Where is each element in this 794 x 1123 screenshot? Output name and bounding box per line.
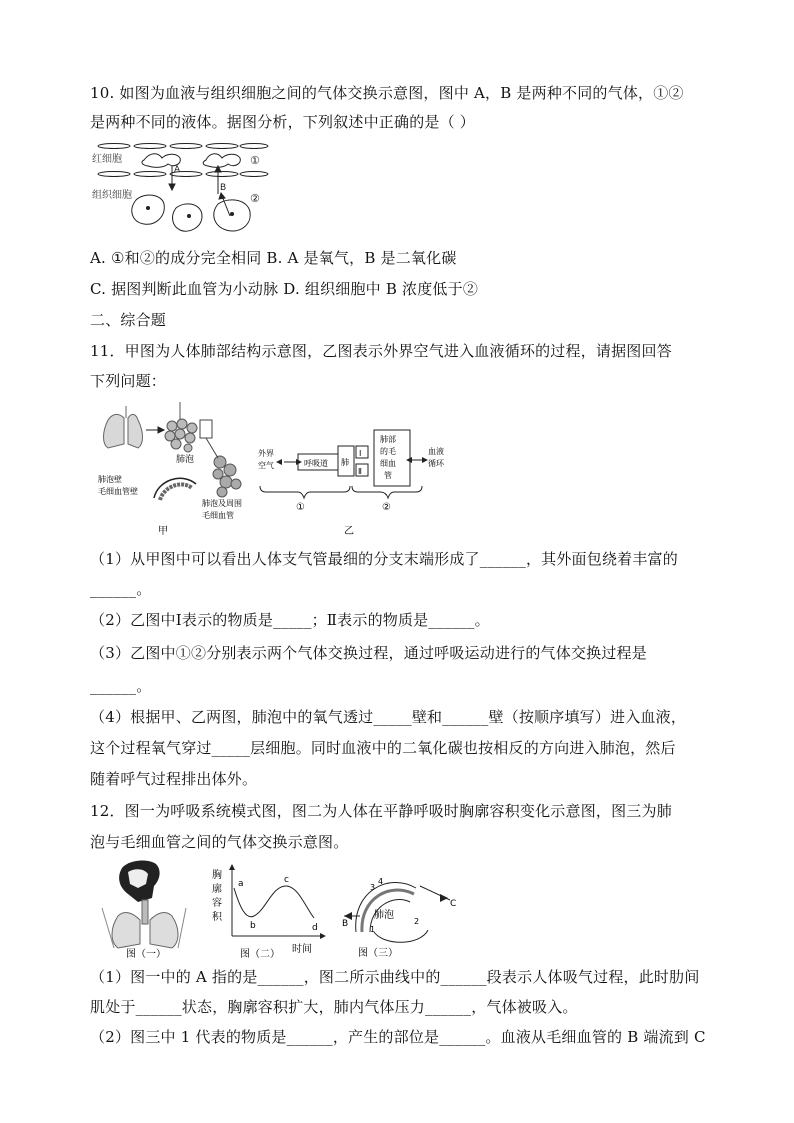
q12-stem-line2: 泡与毛细血管之间的气体交换示意图。 xyxy=(90,833,349,851)
q11-sub3-line2: ______。 xyxy=(90,677,152,695)
caption-fig2: 图（二） xyxy=(240,949,280,958)
label-n4: 4 xyxy=(378,877,384,886)
label-capillary-wall: 毛细血管壁 xyxy=(98,487,138,496)
label-alveolus: 肺泡 xyxy=(176,455,195,465)
label-step-2: ② xyxy=(382,502,391,513)
label-a: A xyxy=(174,165,181,175)
label-C-end: C xyxy=(450,899,457,909)
q11-figure-jia xyxy=(98,400,248,540)
q11-stem-line2: 下列问题： xyxy=(90,372,167,390)
point-a: a xyxy=(238,879,244,889)
q12-figure-1 xyxy=(98,858,198,958)
label-capillary-1: 肺部 xyxy=(380,435,396,444)
label-outside-air-2: 空气 xyxy=(258,461,274,470)
caption-yi: 乙 xyxy=(344,526,354,537)
q10-figure xyxy=(92,138,272,238)
q10-options-line1: A. ①和②的成分完全相同 B. A 是氧气，B 是二氧化碳 xyxy=(90,249,457,267)
label-capillary-2: 的毛 xyxy=(380,447,396,456)
q12-sub2-line1: （2）图三中 1 代表的物质是______，产生的部位是______。血液从毛细血管的 B 端流到 C xyxy=(90,1028,706,1046)
q10-stem-line2: 是两种不同的液体。据图分析，下列叙述中正确的是（ ） xyxy=(90,113,475,131)
caption-fig3: 图（三） xyxy=(358,948,398,958)
q10-stem-line1: 10. 如图为血液与组织细胞之间的气体交换示意图，图中 A，B 是两种不同的气体，①② xyxy=(90,84,684,102)
caption-fig1: 图（一） xyxy=(126,949,166,958)
label-roman-1: Ⅰ xyxy=(359,449,362,458)
q11-figure-yi xyxy=(256,428,452,540)
q11-sub4-line3: 随着呼气过程排出体外。 xyxy=(90,770,258,788)
q11-sub4-line1: （4）根据甲、乙两图，肺泡中的氧气透过_____壁和______壁（按顺序填写）进入血液， xyxy=(90,708,687,726)
q12-sub1-line2: 肌处于______状态，胸廓容积扩大，肺内气体压力______，气体被吸入。 xyxy=(90,998,578,1016)
label-circulation-1: 血液 xyxy=(428,447,444,456)
label-alveolus-3: 肺泡 xyxy=(374,910,394,921)
ylabel-char-3: 容 xyxy=(212,898,222,909)
label-airway: 呼吸道 xyxy=(304,459,328,468)
label-step-1: ① xyxy=(296,502,305,513)
label-capillary-3: 细血 xyxy=(380,459,396,468)
label-circle-2: ② xyxy=(250,192,260,205)
label-capillary-4: 管 xyxy=(384,471,392,480)
label-outside-air-1: 外界 xyxy=(258,449,274,458)
label-alveoli-surround-1: 肺泡及周围 xyxy=(202,499,242,508)
ylabel-char-4: 积 xyxy=(212,912,222,923)
q11-stem-line1: 11．甲图为人体肺部结构示意图，乙图表示外界空气进入血液循环的过程，请据图回答 xyxy=(90,342,672,360)
label-lung: 肺 xyxy=(341,458,349,467)
label-alveolar-wall: 肺泡壁 xyxy=(98,475,122,484)
point-b: b xyxy=(250,921,256,931)
ylabel-char-1: 胸 xyxy=(212,870,222,881)
point-d: d xyxy=(312,923,318,933)
point-c: c xyxy=(284,875,289,885)
q11-sub1-line2: ______。 xyxy=(90,580,152,598)
ylabel-char-2: 廓 xyxy=(212,884,222,895)
section-title: 二、综合题 xyxy=(90,311,167,329)
q12-stem-line1: 12．图一为呼吸系统模式图，图二为人体在平静呼吸时胸廓容积变化示意图，图三为肺 xyxy=(90,802,672,820)
q11-sub2: （2）乙图中Ⅰ表示的物质是_____；Ⅱ表示的物质是______。 xyxy=(90,611,490,629)
q12-figure-3 xyxy=(340,862,460,958)
xlabel-time: 时间 xyxy=(292,944,312,955)
label-roman-2: Ⅱ xyxy=(358,467,362,476)
label-n2: 2 xyxy=(414,917,420,926)
label-tissue-cell: 组织细胞 xyxy=(92,190,132,201)
label-b: B xyxy=(220,183,227,193)
q10-options-line2: C. 据图判断此血管为小动脉 D. 组织细胞中 B 浓度低于② xyxy=(90,280,479,298)
label-circle-1: ① xyxy=(250,154,260,167)
q12-sub1-line1: （1）图一中的 A 指的是______，图二所示曲线中的______段表示人体吸气过程，此时肋间 xyxy=(90,968,700,986)
q12-figure-2 xyxy=(210,858,332,958)
label-B-end: B xyxy=(342,919,349,929)
caption-jia: 甲 xyxy=(158,526,168,537)
label-n3: 3 xyxy=(370,883,376,892)
q11-sub3-line1: （3）乙图中①②分别表示两个气体交换过程，通过呼吸运动进行的气体交换过程是 xyxy=(90,644,647,662)
q11-sub1-line1: （1）从甲图中可以看出人体支气管最细的分支末端形成了______，其外面包绕着丰富的 xyxy=(90,550,678,568)
q11-sub4-line2: 这个过程氧气穿过_____层细胞。同时血液中的二氧化碳也按相反的方向进入肺泡，然后 xyxy=(90,739,676,757)
label-red-blood-cell: 红细胞 xyxy=(92,154,122,165)
label-n1: 1 xyxy=(370,925,376,934)
label-alveoli-surround-2: 毛细血管 xyxy=(202,511,234,520)
label-circulation-2: 循环 xyxy=(428,459,444,468)
